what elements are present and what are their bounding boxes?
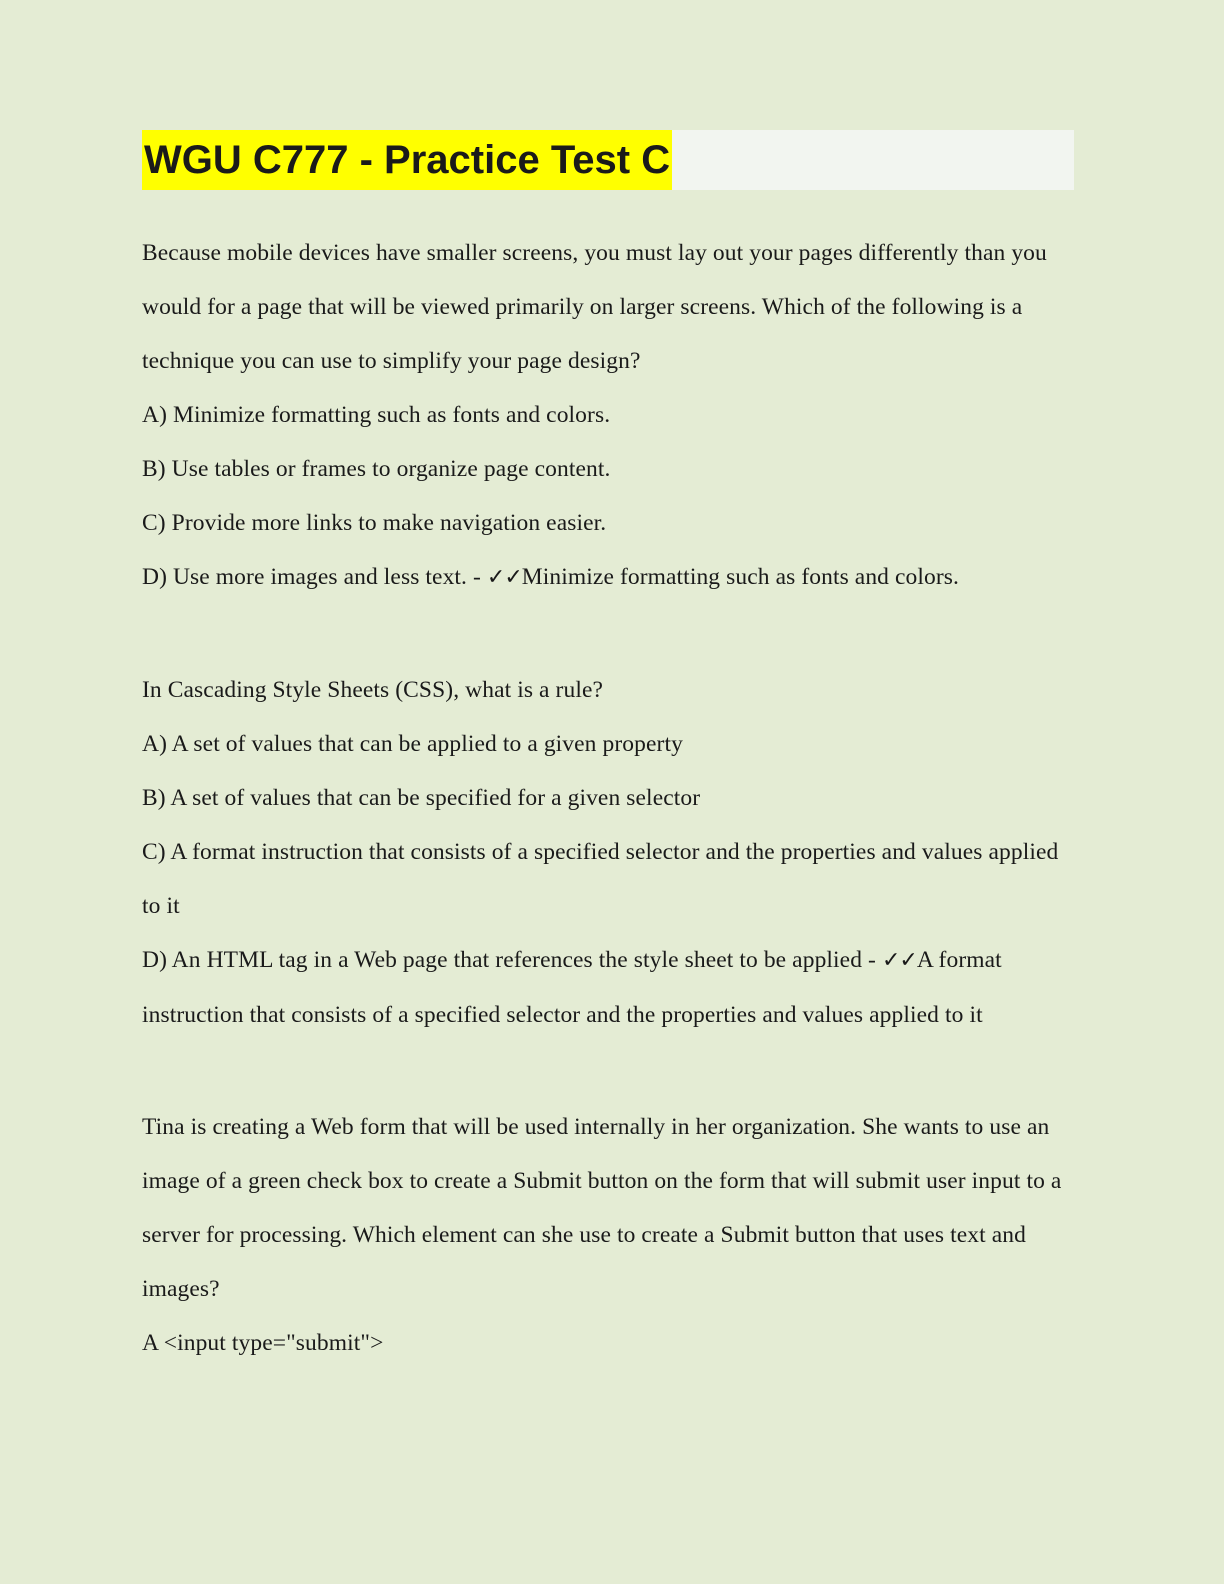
- question-prompt-line: server for processing. Which element can she use to create a Submit button that uses text and: [142, 1222, 1026, 1248]
- title-banner: [142, 130, 1074, 190]
- question-prompt-line: image of a green check box to create a Submit button on the form that will submit user input to a: [142, 1168, 1062, 1194]
- question-prompt-line: images?: [142, 1276, 220, 1302]
- question-prompt-line: technique you can use to simplify your page design?: [142, 348, 641, 374]
- check-icon: ✓✓: [881, 948, 917, 973]
- page-title: WGU C777 - Practice Test C: [142, 130, 672, 190]
- answer-option-text: D) An HTML tag in a Web page that references the style sheet to be applied -: [142, 947, 882, 973]
- answer-option-text: D) Use more images and less text. -: [142, 564, 487, 590]
- check-icon: ✓✓: [486, 565, 522, 590]
- question-prompt-line: Because mobile devices have smaller screens, you must lay out your pages differently than you: [142, 240, 1047, 266]
- question-block-3: [142, 1100, 1077, 1370]
- answer-option: A) Minimize formatting such as fonts and colors.: [142, 402, 611, 428]
- answer-option-with-solution: [142, 933, 1077, 988]
- correct-answer-text: A format: [916, 947, 1002, 973]
- question-block-2: [142, 663, 1077, 1042]
- answer-option: B) Use tables or frames to organize page content.: [142, 456, 611, 482]
- question-prompt-line: would for a page that will be viewed primarily on larger screens. Which of the following is a: [142, 294, 1023, 320]
- answer-option: A <input type="submit">: [142, 1330, 384, 1356]
- correct-answer-continuation: instruction that consists of a specified selector and the properties and values applied to it: [142, 1002, 983, 1028]
- question-prompt-line: In Cascading Style Sheets (CSS), what is a rule?: [142, 677, 604, 703]
- section-spacer: [142, 605, 1077, 663]
- answer-option-wrap: to it: [142, 893, 180, 919]
- question-block-1: [142, 226, 1077, 605]
- answer-option-with-solution: [142, 550, 1077, 605]
- correct-answer-text: Minimize formatting such as fonts and colors.: [521, 564, 960, 590]
- answer-option: A) A set of values that can be applied to a given property: [142, 731, 683, 757]
- answer-option: C) A format instruction that consists of a specified selector and the properties and values applied: [142, 839, 1059, 865]
- answer-option: B) A set of values that can be specified for a given selector: [142, 785, 701, 811]
- question-prompt-line: Tina is creating a Web form that will be used internally in her organization. She wants to use an: [142, 1114, 1050, 1140]
- answer-option: C) Provide more links to make navigation easier.: [142, 510, 607, 536]
- document-content: [142, 130, 1077, 1370]
- section-spacer: [142, 1042, 1077, 1100]
